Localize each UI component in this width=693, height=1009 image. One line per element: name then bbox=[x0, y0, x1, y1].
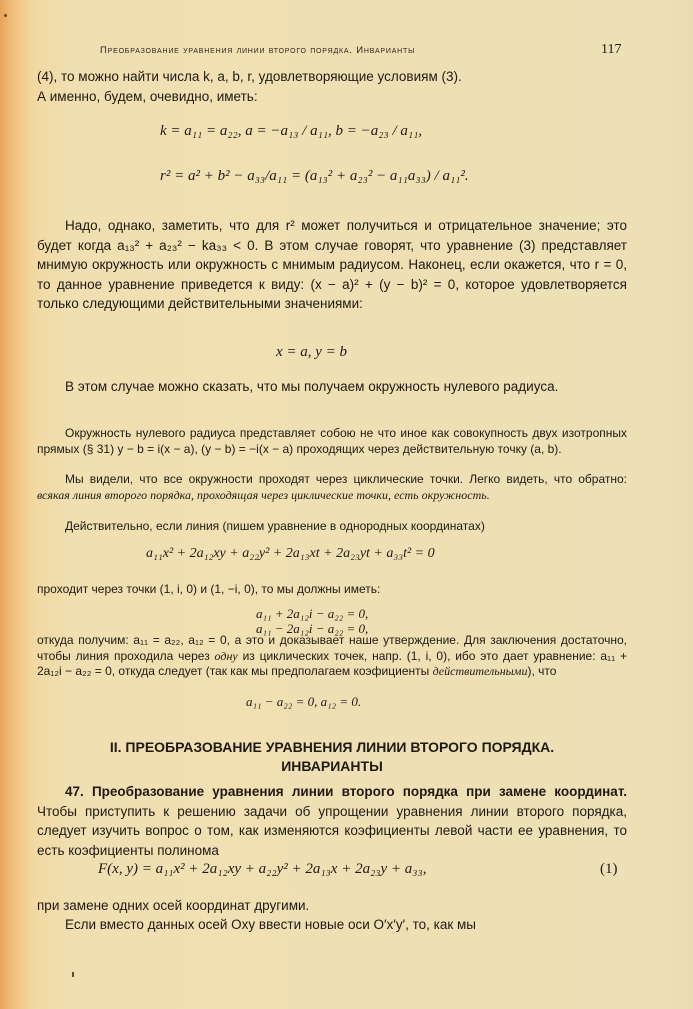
intro-line-2: А именно, будем, очевидно, иметь: bbox=[37, 88, 258, 104]
speck bbox=[4, 14, 7, 17]
running-header: Преобразование уравнения линии второго порядка. Инварианты bbox=[100, 45, 416, 56]
conclusion-italic-one: одну bbox=[214, 648, 238, 663]
cyclic-text: Мы видели, что все окружности проходят через циклические точки. Легко видеть, что обратно: bbox=[65, 472, 627, 486]
paragraph-axes-change: при замене одних осей координат другими. bbox=[37, 898, 310, 913]
paragraph-zero-radius: В этом случае можно сказать, что мы получаем окружность нулевого радиуса. bbox=[65, 379, 559, 394]
paragraph-new-axes: Если вместо данных осей Oxy ввести новые оси O′x′y′, то, как мы bbox=[65, 917, 476, 932]
equation-final: a₁₁ − a₂₂ = 0, a₁₂ = 0. bbox=[246, 694, 362, 709]
paragraph-cyclic-points bbox=[37, 472, 627, 503]
section-heading bbox=[37, 738, 627, 776]
equation-r-squared: r² = a² + b² − a₃₃/a₁₁ = (a₁₃² + a₂₃² − a₁₁a₃₃) / a₁₁². bbox=[160, 168, 469, 184]
paragraph-47 bbox=[37, 782, 627, 860]
conclusion-text-c: ), что bbox=[527, 664, 557, 678]
section-heading-line-2: ИНВАРИАНТЫ bbox=[281, 758, 383, 774]
conclusion-text-a: откуда получим: a₁₁ = a₂₂, a₁₂ = 0, а это и доказывает наше утверждение. Для заключения достаточно, чтобы линия проходила через bbox=[37, 633, 627, 663]
equation-x-a-y-b: x = a, y = b bbox=[276, 344, 348, 360]
equation-system-2: a₁₁ − 2a₁₂i − a₂₂ = 0, bbox=[256, 621, 369, 636]
subsection-title: Преобразование уравнения линии второго порядка при замене координат. bbox=[91, 784, 627, 799]
conclusion-text-b: из циклических точек, напр. (1, i, 0), ибо это дает уравнение: a₁₁ + 2a₁₂i − a₂₂ = 0, откуда следует (так как мы предполагаем коэфициенты bbox=[37, 648, 627, 678]
paragraph-homogeneous: Действительно, если линия (пишем уравнение в однородных координатах) bbox=[65, 519, 485, 533]
paragraph-imaginary-circle: Надо, однако, заметить, что для r² может получиться и отрицательное значение; это будет когда a₁₃² + a₂₃² − ka₃₃ < 0. В этом случае говорят, что уравнение (3) представляет мнимую окружность или окружность с мнимым радиусом. Наконец, если окажется, что r = 0, то данное уравнение приведется к виду: (x − a)² + (y − b)² = 0, которое удовлетворяется только следующими действительными значениями: bbox=[37, 218, 627, 311]
page-number: 117 bbox=[601, 42, 622, 57]
subsection-text: Чтобы приступить к решению задачи об упрощении уравнения линии второго порядка, следует изучить вопрос о том, как изменяются коэфициенты левой части ее уравнения, то есть коэфициенты полинома bbox=[37, 803, 627, 858]
subsection-number: 47. bbox=[65, 784, 84, 799]
equation-homogeneous: a₁₁x² + 2a₁₂xy + a₂₂y² + 2a₁₃xt + 2a₂₃yt + a₃₃t² = 0 bbox=[146, 546, 435, 561]
paragraph-conclusion bbox=[37, 633, 627, 680]
section-heading-line-1: II. ПРЕОБРАЗОВАНИЕ УРАВНЕНИЯ ЛИНИИ ВТОРОГО ПОРЯДКА. bbox=[109, 739, 555, 755]
paragraph-passes-through: проходит через точки (1, i, 0) и (1, −i, 0), то мы должны иметь: bbox=[37, 582, 381, 596]
intro-line-1: (4), то можно найти числа k, a, b, r, удовлетворяющие условиям (3). bbox=[37, 69, 462, 84]
paragraph-isotropic-lines: Окружность нулевого радиуса представляет собою не что иное как совокупность двух изотропных прямых (§ 31) y − b = i(x − a), (y − b) = −i(x − a) проходящих через действительную точку (a, b). bbox=[37, 426, 627, 456]
equation-polynomial: F(x, y) = a₁₁x² + 2a₁₂xy + a₂₂y² + 2a₁₃x + 2a₂₃y + a₃₃, bbox=[98, 861, 427, 877]
equation-label-1: (1) bbox=[600, 861, 618, 877]
paragraph-intro bbox=[37, 67, 627, 106]
equation-system-1: a₁₁ + 2a₁₂i − a₂₂ = 0, bbox=[256, 606, 369, 621]
equation-k-a-b: k = a₁₁ = a₂₂, a = −a₁₃ / a₁₁, b = −a₂₃ / a₁₁, bbox=[160, 123, 423, 139]
speck bbox=[72, 972, 74, 977]
conclusion-italic-real: действительными bbox=[432, 664, 528, 678]
cyclic-theorem: всякая линия второго порядка, проходящая через циклические точки, есть окружность. bbox=[37, 487, 490, 502]
